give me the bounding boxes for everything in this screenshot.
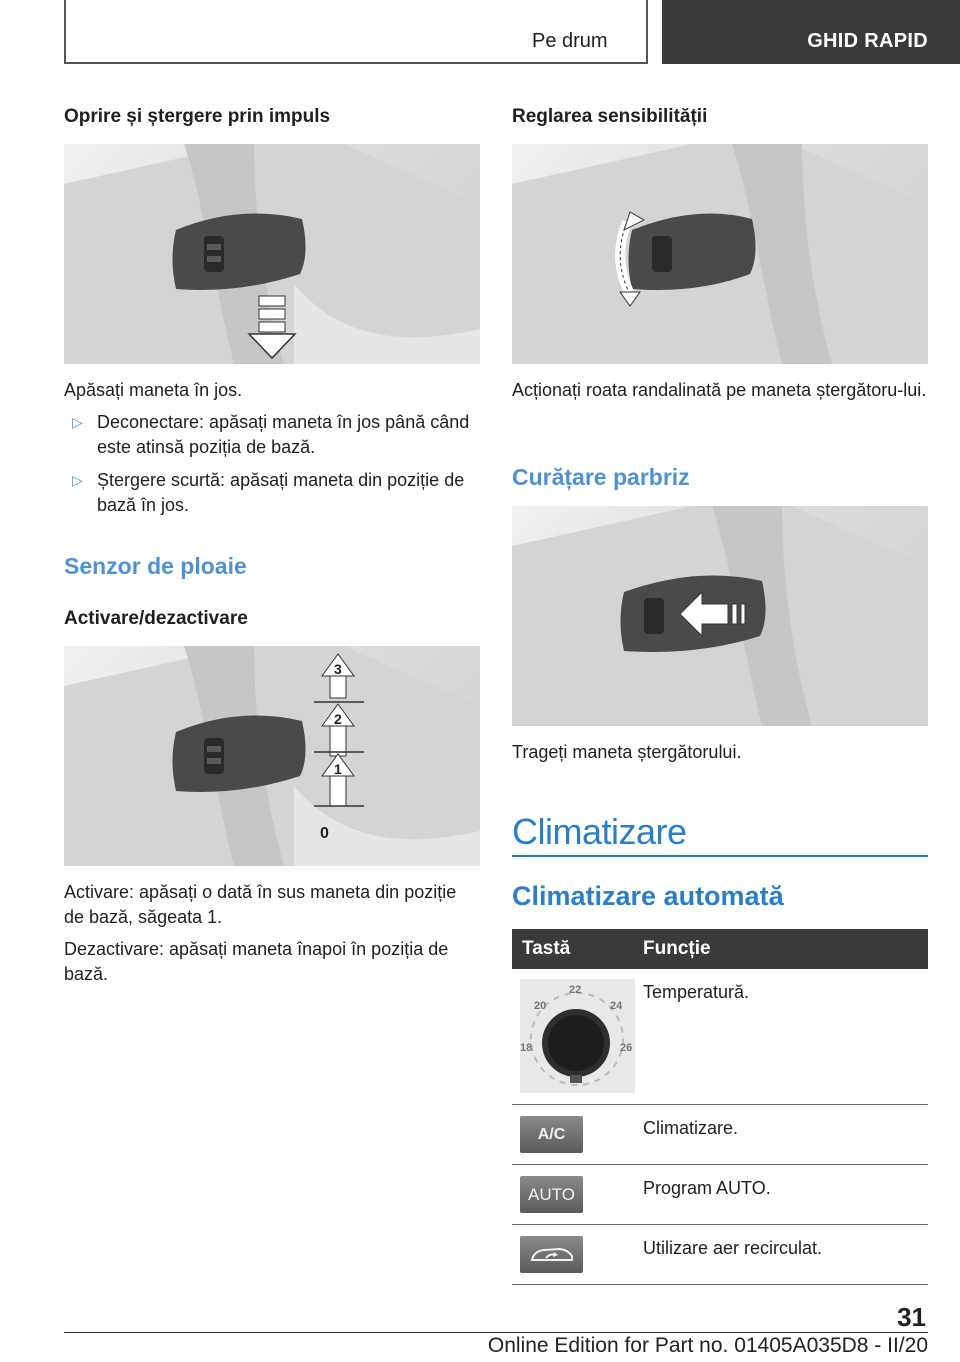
col-header-function: Funcție — [643, 938, 711, 959]
arrow-label-0: 0 — [320, 825, 329, 842]
col-header-key: Tastă — [522, 938, 571, 959]
thumbwheel-image — [512, 144, 928, 364]
section-title-windshield: Curățare parbriz — [512, 464, 690, 490]
dial-number: 18 — [520, 1042, 533, 1054]
row-text-ac: Climatizare. — [643, 1118, 739, 1138]
bullet-triangle-icon: ▷ — [72, 472, 83, 488]
para-press-down: Apăsați maneta în jos. — [64, 380, 243, 400]
heading-sensitivity: Reglarea sensibilității — [512, 106, 708, 127]
para-pull-lever: Trageți maneta ștergătorului. — [512, 742, 742, 762]
dial-number: 26 — [620, 1042, 633, 1054]
arrow-label-2: 2 — [334, 711, 342, 727]
subsection-title: Climatizare automată — [512, 881, 784, 911]
lever-push-down-image — [64, 144, 480, 364]
arrow-label-3: 3 — [334, 661, 342, 677]
chapter-title: Climatizare — [512, 811, 687, 852]
dial-number: 22 — [569, 984, 582, 996]
lever-push-up-image — [64, 646, 480, 866]
bullet-disconnect: Deconectare: apăsați maneta în jos până când este atinsă poziția de bază. — [97, 412, 470, 457]
para-activation: Activare: apăsați o dată în sus maneta din poziție de bază, săgeata 1. — [64, 882, 457, 927]
chapter-rule — [512, 855, 928, 857]
dial-number: 24 — [610, 1000, 623, 1012]
dial-number: 20 — [534, 1000, 547, 1012]
para-thumbwheel: Acționați roata randalinată pe maneta ștergătoru-lui. — [512, 380, 927, 400]
row-text-temperature: Temperatură. — [643, 982, 750, 1002]
row-text-recirculation: Utilizare aer recirculat. — [643, 1238, 823, 1258]
auto-button-icon[interactable]: AUTO — [520, 1176, 583, 1213]
recirculation-button-icon[interactable] — [520, 1236, 583, 1273]
page-number: 31 — [897, 1302, 926, 1332]
header-section-label: Pe drum — [532, 30, 608, 52]
controls-table — [512, 929, 928, 1285]
table-row — [512, 969, 928, 1105]
bullet-short-wipe: Ștergere scurtă: apăsați maneta din poziție de bază în jos. — [97, 470, 465, 515]
header-tab-label: GHID RAPID — [807, 30, 928, 52]
section-title-rain-sensor: Senzor de ploaie — [64, 553, 247, 579]
footer-edition: Online Edition for Part no. 01405A035D8 - II/20 — [487, 1334, 928, 1357]
footer-rule — [64, 1332, 928, 1333]
bullet-triangle-icon: ▷ — [72, 414, 83, 430]
heading-pulse-wipe: Oprire și ștergere prin impuls — [64, 106, 331, 127]
temperature-dial-icon[interactable] — [520, 979, 635, 1093]
para-deactivation: Dezactivare: apăsați maneta înapoi în poziția de bază. — [64, 939, 449, 984]
table-row — [512, 1165, 928, 1225]
ac-button-icon[interactable]: A/C — [520, 1116, 583, 1153]
table-row — [512, 1225, 928, 1285]
lever-pull-image — [512, 506, 928, 726]
header-tab[interactable] — [662, 0, 960, 64]
row-text-auto: Program AUTO. — [643, 1178, 771, 1198]
arrow-label-1: 1 — [334, 761, 342, 777]
table-header — [512, 929, 928, 969]
table-row — [512, 1105, 928, 1165]
heading-activation: Activare/dezactivare — [64, 608, 248, 629]
